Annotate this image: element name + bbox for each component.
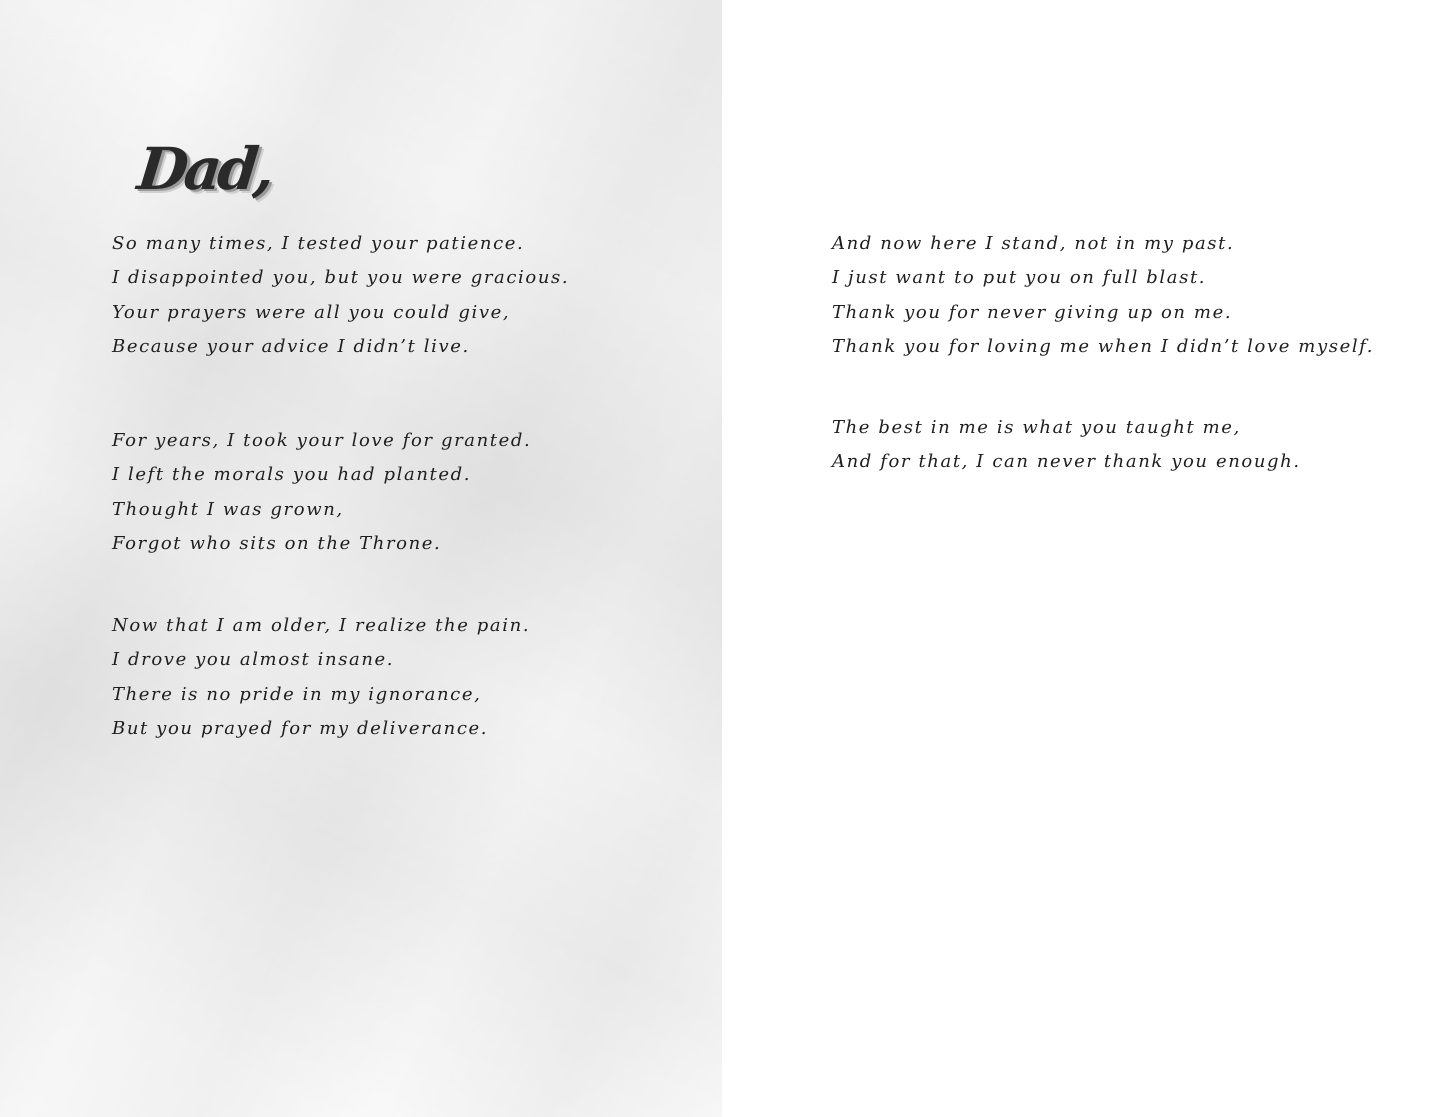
poem-line: I drove you almost insane. [112,649,395,671]
poem-line: I disappointed you, but you were gracious. [112,267,570,289]
poem-line: I left the morals you had planted. [112,464,472,486]
stanza-4 [832,227,1374,364]
stanza-5 [832,411,1301,480]
poem-title: Dad, [134,135,275,203]
poem-line: Thank you for never giving up on me. [832,301,1233,323]
poem-line: The best in me is what you taught me, [832,417,1241,438]
poem-line: There is no pride in my ignorance, [112,683,482,705]
stanza-1 [112,227,569,364]
stanza-3 [112,609,530,746]
poem-line: For years, I took your love for granted. [112,430,532,451]
poem-line: So many times, I tested your patience. [112,233,525,254]
stanza-2 [112,424,531,561]
poem-line: And for that, I can never thank you enough. [832,451,1301,473]
poem-line: And now here I stand, not in my past. [832,233,1235,254]
right-page [722,0,1445,1117]
poem-line: Now that I am older, I realize the pain. [112,615,531,636]
poem-line: I just want to put you on full blast. [832,267,1207,289]
poem-line: Thought I was grown, [112,498,344,520]
poem-line: Because your advice I didn’t live. [112,335,470,357]
poem-line: Your prayers were all you could give, [112,301,511,323]
poem-line: Forgot who sits on the Throne. [112,532,442,554]
poem-line: Thank you for loving me when I didn’t love myself. [832,335,1375,357]
poem-line: But you prayed for my deliverance. [112,717,489,739]
